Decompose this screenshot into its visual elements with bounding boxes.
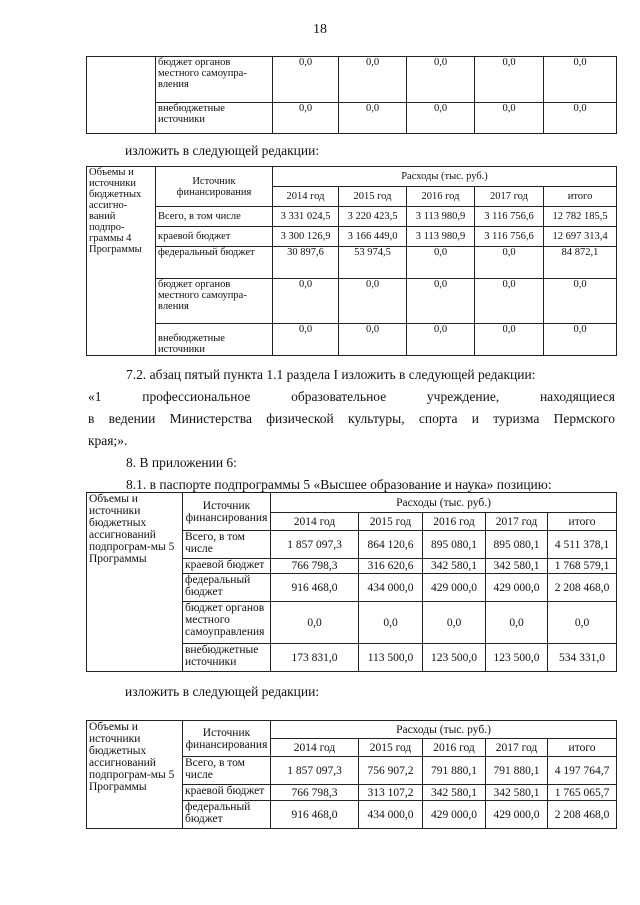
- year-header: 2016 год: [423, 513, 486, 531]
- cell-value: 0,0: [548, 602, 617, 644]
- cell-value: 429 000,0: [423, 801, 486, 829]
- row-label: внебюджетные источники: [156, 324, 273, 356]
- cell-value: 766 798,3: [271, 785, 359, 801]
- cell-value: 0,0: [273, 279, 339, 324]
- cell-value: 0,0: [407, 247, 475, 279]
- expenses-header: Расходы (тыс. руб.): [273, 167, 617, 187]
- cell-value: 12 697 313,4: [544, 227, 617, 247]
- row-label: бюджет органов местного самоупра-вления: [156, 279, 273, 324]
- cell-value: 12 782 185,5: [544, 207, 617, 227]
- cell-value: 0,0: [475, 324, 544, 356]
- cell-value: 3 116 756,6: [475, 207, 544, 227]
- cell-value: 0,0: [339, 279, 407, 324]
- year-header: 2015 год: [339, 187, 407, 207]
- table-row: [87, 57, 617, 103]
- cell-value: 3 116 756,6: [475, 227, 544, 247]
- quote-line-3: края;».: [88, 433, 128, 448]
- table-row: [87, 324, 617, 356]
- cell-value: 3 113 980,9: [407, 207, 475, 227]
- total-header: итого: [548, 513, 617, 531]
- cell-value: 756 907,2: [359, 757, 423, 785]
- year-header: 2017 год: [486, 739, 548, 757]
- paragraph-8: 8. В приложении 6:: [126, 455, 237, 470]
- total-header: итого: [548, 739, 617, 757]
- row-label: краевой бюджет: [183, 559, 271, 574]
- row-label: бюджет органов местного самоуправления: [183, 602, 271, 644]
- paragraph-8-1: 8.1. в паспорте подпрограммы 5 «Высшее образование и наука» позицию:: [126, 477, 552, 492]
- instruction-text: изложить в следующей редакции:: [125, 143, 320, 158]
- cell-value: 434 000,0: [359, 574, 423, 602]
- table-continuation: [86, 56, 617, 134]
- cell-value: 0,0: [544, 324, 617, 356]
- row-label: Всего, в том числе: [183, 531, 271, 559]
- cell-value: 429 000,0: [486, 574, 548, 602]
- cell-value: 3 220 423,5: [339, 207, 407, 227]
- row-label: Всего, в том числе: [183, 757, 271, 785]
- cell-value: 173 831,0: [271, 644, 359, 672]
- cell-value: 84 872,1: [544, 247, 617, 279]
- cell-value: 791 880,1: [423, 757, 486, 785]
- table-row: [87, 721, 617, 739]
- cell-value: 0,0: [423, 602, 486, 644]
- cell-value: 0,0: [273, 324, 339, 356]
- year-header: 2015 год: [359, 513, 423, 531]
- table-subprogram-5-new: [86, 720, 617, 829]
- cell-value: 4 511 378,1: [548, 531, 617, 559]
- table-row: [87, 207, 617, 227]
- cell-value: 0,0: [273, 103, 339, 134]
- cell-value: 0,0: [271, 602, 359, 644]
- cell-value: 0,0: [407, 103, 475, 134]
- objem-cell: Объемы и источники бюджетных ассигнований подпрограм-мы 5 Программы: [87, 493, 183, 672]
- table-row: [87, 103, 617, 134]
- quote-line-1: «1 профессиональное образовательное учреждение, находящиеся: [88, 389, 615, 404]
- row-label: краевой бюджет: [183, 785, 271, 801]
- cell-value: 895 080,1: [486, 531, 548, 559]
- cell-value: 342 580,1: [486, 559, 548, 574]
- cell-value: 0,0: [407, 57, 475, 103]
- row-label: федеральный бюджет: [156, 247, 273, 279]
- empty-cell: [87, 57, 156, 134]
- page-number: 18: [313, 22, 327, 37]
- cell-value: 0,0: [359, 602, 423, 644]
- cell-value: 0,0: [407, 324, 475, 356]
- objem-cell: Объемы и источники бюджетных ассигно-ваний подпро-граммы 4 Программы: [87, 167, 156, 356]
- cell-value: 123 500,0: [423, 644, 486, 672]
- row-label: федеральный бюджет: [183, 801, 271, 829]
- cell-value: 342 580,1: [423, 559, 486, 574]
- cell-value: 313 107,2: [359, 785, 423, 801]
- cell-value: 0,0: [407, 279, 475, 324]
- table-row: [87, 279, 617, 324]
- cell-value: 0,0: [544, 279, 617, 324]
- cell-value: 113 500,0: [359, 644, 423, 672]
- cell-value: 1 857 097,3: [271, 757, 359, 785]
- row-label: внебюджетные источники: [183, 644, 271, 672]
- cell-value: 1 857 097,3: [271, 531, 359, 559]
- cell-value: 3 113 980,9: [407, 227, 475, 247]
- year-header: 2014 год: [273, 187, 339, 207]
- cell-value: 791 880,1: [486, 757, 548, 785]
- cell-value: 429 000,0: [486, 801, 548, 829]
- total-header: итого: [544, 187, 617, 207]
- year-header: 2016 год: [407, 187, 475, 207]
- expenses-header: Расходы (тыс. руб.): [271, 721, 617, 739]
- cell-value: 0,0: [486, 602, 548, 644]
- year-header: 2017 год: [475, 187, 544, 207]
- cell-value: 3 300 126,9: [273, 227, 339, 247]
- cell-value: 1 765 065,7: [548, 785, 617, 801]
- expenses-header: Расходы (тыс. руб.): [271, 493, 617, 513]
- row-label: внебюджетные источники: [156, 103, 273, 134]
- cell-value: 895 080,1: [423, 531, 486, 559]
- cell-value: 0,0: [475, 57, 544, 103]
- cell-value: 534 331,0: [548, 644, 617, 672]
- table-subprogram-5-old: [86, 492, 617, 672]
- cell-value: 0,0: [544, 57, 617, 103]
- objem-cell: Объемы и источники бюджетных ассигнований подпрограм-мы 5 Программы: [87, 721, 183, 829]
- source-header: Источник финансирования: [156, 167, 273, 207]
- cell-value: 0,0: [339, 324, 407, 356]
- table-subprogram-4: [86, 166, 617, 356]
- table-row: [87, 493, 617, 513]
- cell-value: 0,0: [475, 247, 544, 279]
- cell-value: 916 468,0: [271, 801, 359, 829]
- row-label: Всего, в том числе: [156, 207, 273, 227]
- cell-value: 1 768 579,1: [548, 559, 617, 574]
- instruction-text: изложить в следующей редакции:: [125, 684, 320, 699]
- cell-value: 0,0: [475, 103, 544, 134]
- cell-value: 3 166 449,0: [339, 227, 407, 247]
- cell-value: 864 120,6: [359, 531, 423, 559]
- year-header: 2014 год: [271, 513, 359, 531]
- cell-value: 429 000,0: [423, 574, 486, 602]
- cell-value: 2 208 468,0: [548, 574, 617, 602]
- cell-value: 766 798,3: [271, 559, 359, 574]
- quote-line-2: в ведении Министерства физической культуры, спорта и туризма Пермского: [88, 411, 615, 426]
- row-label: краевой бюджет: [156, 227, 273, 247]
- table-row: [87, 167, 617, 187]
- cell-value: 0,0: [339, 103, 407, 134]
- table-row: [87, 247, 617, 279]
- cell-value: 123 500,0: [486, 644, 548, 672]
- cell-value: 434 000,0: [359, 801, 423, 829]
- cell-value: 0,0: [475, 279, 544, 324]
- cell-value: 316 620,6: [359, 559, 423, 574]
- cell-value: 916 468,0: [271, 574, 359, 602]
- year-header: 2016 год: [423, 739, 486, 757]
- table-row: [87, 227, 617, 247]
- source-header: Источник финансирования: [183, 493, 271, 531]
- source-header: Источник финансирования: [183, 721, 271, 757]
- row-label: бюджет органов местного самоупра-вления: [156, 57, 273, 103]
- year-header: 2017 год: [486, 513, 548, 531]
- cell-value: 4 197 764,7: [548, 757, 617, 785]
- cell-value: 53 974,5: [339, 247, 407, 279]
- cell-value: 2 208 468,0: [548, 801, 617, 829]
- year-header: 2015 год: [359, 739, 423, 757]
- cell-value: 342 580,1: [423, 785, 486, 801]
- paragraph-7-2: 7.2. абзац пятый пункта 1.1 раздела I изложить в следующей редакции:: [126, 367, 536, 382]
- cell-value: 3 331 024,5: [273, 207, 339, 227]
- year-header: 2014 год: [271, 739, 359, 757]
- cell-value: 342 580,1: [486, 785, 548, 801]
- cell-value: 30 897,6: [273, 247, 339, 279]
- cell-value: 0,0: [339, 57, 407, 103]
- cell-value: 0,0: [273, 57, 339, 103]
- row-label: федеральный бюджет: [183, 574, 271, 602]
- cell-value: 0,0: [544, 103, 617, 134]
